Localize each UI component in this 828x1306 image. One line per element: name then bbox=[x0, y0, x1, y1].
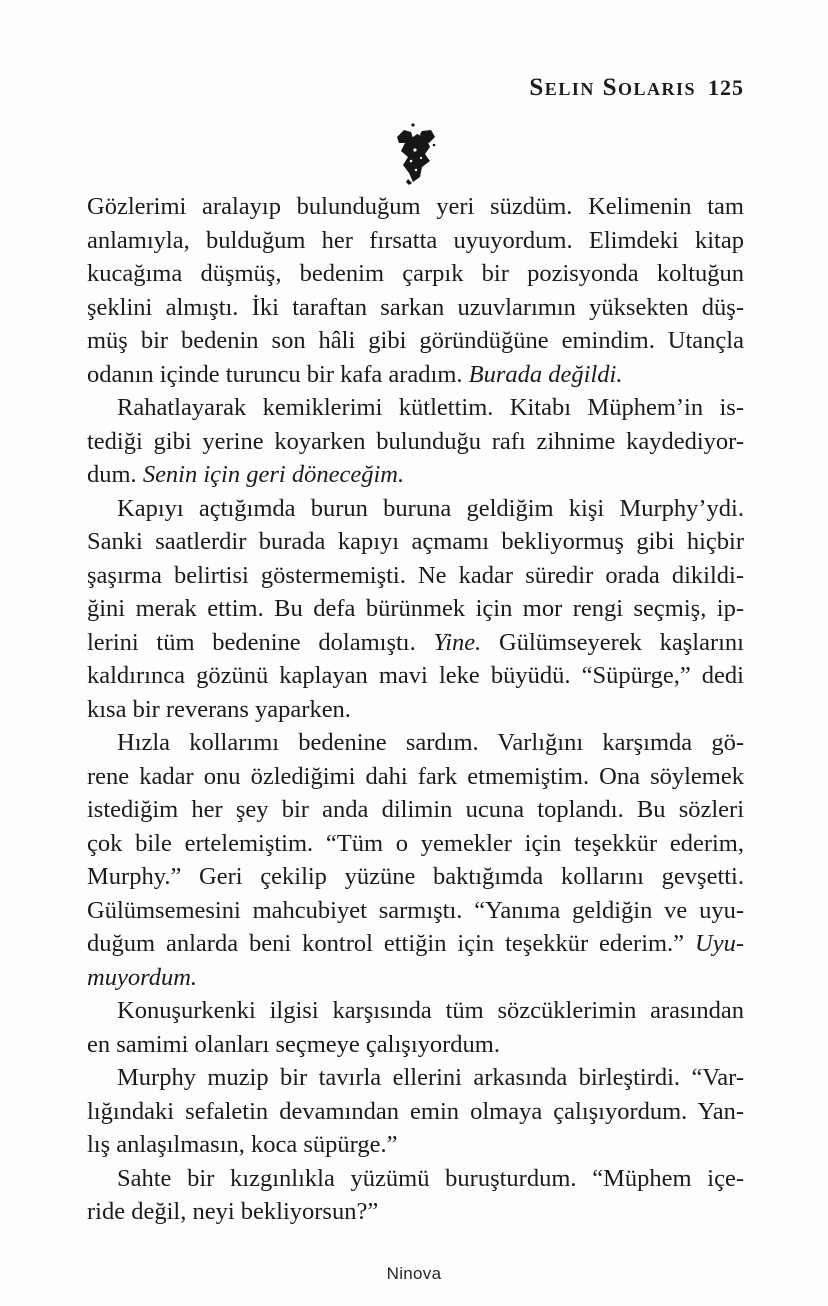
text-line: çok bile ertelemiştim. “Tüm o yemekler için teşekkür ederim, bbox=[87, 829, 744, 857]
text-line: müş bir bedenin son hâli gibi göründüğüne emindim. Utançla bbox=[87, 327, 744, 354]
text-line: lığındaki sefaletin devamından emin olmaya çalışıyordum. Yan- bbox=[87, 1097, 744, 1125]
text-line: Hızla kollarımı bedenine sardım. Varlığını karşımda gö- bbox=[117, 729, 744, 756]
text-line: Kapıyı açtığımda burun buruna geldiğim kişi Murphy’ydi. bbox=[117, 494, 744, 522]
text-line: Gülümsemesini mahcubiyet sarmıştı. “Yanıma geldiğin ve uyu- bbox=[87, 896, 744, 924]
text-line: kısa bir reverans yaparken. bbox=[87, 695, 351, 723]
text-line: anlamıyla, bulduğum her fırsatta uyuyordum. Elimdeki kitap bbox=[87, 226, 744, 254]
text-line: muyordum. bbox=[87, 963, 198, 991]
text-line: kucağıma düşmüş, bedenim çarpık bir pozisyonda koltuğun bbox=[87, 260, 744, 287]
text-line: kaldırınca gözünü kaplayan mavi leke büyüdü. “Süpürge,” dedi bbox=[87, 662, 744, 689]
text-line: dum. Senin için geri döneceğim. bbox=[87, 461, 405, 488]
text-line: en samimi olanları seçmeye çalışıyordum. bbox=[87, 1030, 500, 1058]
text-line: tediği gibi yerine koyarken bulunduğu rafı zihnime kaydediyor- bbox=[87, 427, 744, 455]
text-line: ğini merak ettim. Bu defa bürünmek için mor rengi seçmiş, ip- bbox=[87, 595, 744, 622]
text-line: Sanki saatlerdir burada kapıyı açmamı bekliyormuş gibi hiçbir bbox=[87, 528, 744, 555]
running-header-title: Selin Solaris bbox=[529, 74, 696, 101]
text-line: Sahte bir kızgınlıkla yüzümü buruşturdum. “Müphem içe- bbox=[117, 1164, 744, 1192]
text-line: rene kadar onu özlediğimi dahi fark etmemiştim. Ona söylemek bbox=[87, 762, 744, 790]
text-line: Konuşurkenki ilgisi karşısında tüm sözcüklerimin arasından bbox=[117, 997, 744, 1024]
text-line: lerini tüm bedenine dolamıştı. Yine. Gülümseyerek kaşlarını bbox=[87, 628, 744, 656]
text-line: Rahatlayarak kemiklerimi kütlettim. Kitabı Müphem’in is- bbox=[117, 394, 744, 421]
text-line: şeklini almıştı. İki taraftan sarkan uzuvlarımın yüksekten düş- bbox=[87, 293, 744, 321]
publisher-name: Ninova bbox=[386, 1264, 442, 1283]
text-line: duğum anlarda beni kontrol ettiğin için teşekkür ederim.” Uyu- bbox=[87, 930, 744, 957]
text-line: lış anlaşılmasın, koca süpürge.” bbox=[87, 1131, 398, 1158]
text-line: odanın içinde turuncu bir kafa aradım. Burada değildi. bbox=[87, 360, 623, 388]
text-line: şaşırma belirtisi göstermemişti. Ne kadar süredir orada dikildi- bbox=[87, 561, 744, 589]
text-line: ride değil, neyi bekliyorsun?” bbox=[87, 1198, 379, 1225]
text-line: istediğim her şey bir anda dilimin ucuna toplandı. Bu sözleri bbox=[87, 796, 744, 823]
running-header bbox=[529, 74, 744, 102]
text-line: Murphy muzip bir tavırla ellerini arkasında birleştirdi. “Var- bbox=[117, 1064, 744, 1091]
page-number: 125 bbox=[708, 75, 744, 100]
body-text bbox=[87, 190, 744, 1229]
text-line: Murphy.” Geri çekilip yüzüne baktığımda kollarını gevşetti. bbox=[87, 863, 744, 890]
text-line: Gözlerimi aralayıp bulunduğum yeri süzdüm. Kelimenin tam bbox=[87, 193, 744, 220]
footer bbox=[0, 1264, 828, 1284]
ink-blot-ornament-icon bbox=[392, 121, 440, 185]
